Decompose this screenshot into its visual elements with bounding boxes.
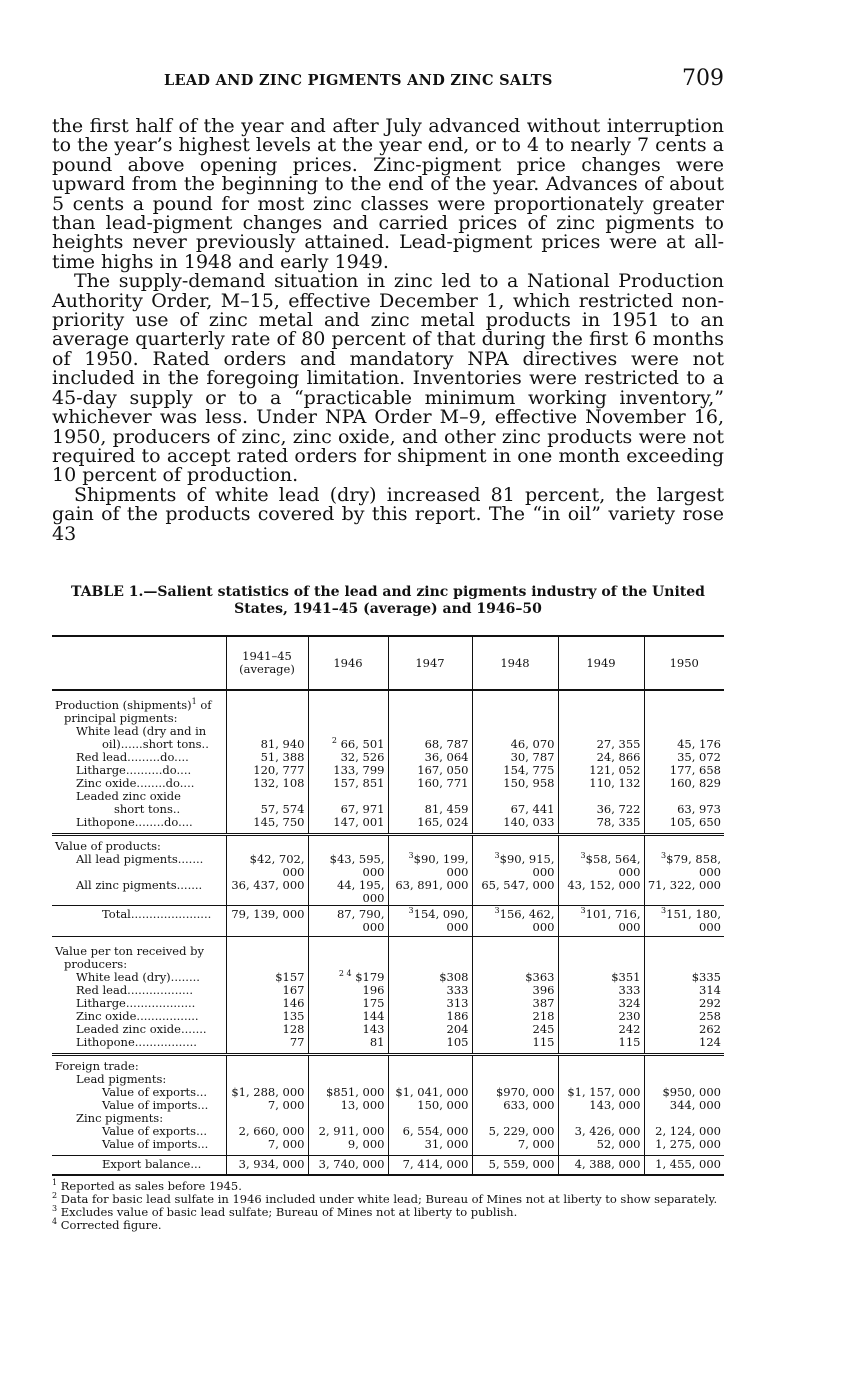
table-row: All lead pigments....... $42, 702, 000 $43, 595, 000 $^3$\$90, 199, 000 $^3$\$90, 915, 000 $^3$\$58, 564, 000 $^3$\$79, 858, 000 [52,853,724,879]
section-heading-row [52,1055,724,1074]
running-header [52,66,724,98]
section-heading-row [52,835,724,854]
section-heading-row [52,937,724,959]
col-header-1948: 1948 [472,636,558,690]
paragraph-1: the first half of the year and after July advanced without interruption to the year’s highest levels at the year end, or to 4 to nearly 7 cents a pound above opening prices. Zinc-pigment price changes were upward from the beginning to the end of the year. Advances of about 5 cents a pound for most zinc classes were proportionately greater than lead-pigment changes and carried prices of zinc pigments to heights never previously attained. Lead-pigment prices were at all-time highs in 1948 and early 1949. [52,115,725,273]
footnote-3: $^3$ Excludes value of basic lead sulfate; Bureau of Mines not at liberty to publish. [52,1204,518,1219]
col-header-1946: 1946 [308,636,388,690]
footnote-2: $^2$ Data for basic lead sulfate in 1946 included under white lead; Bureau of Mines not at liberty to show separately. [52,1191,718,1206]
table-row: Zinc oxide........do.... 132, 108 157, 851 160, 771 150, 958 110, 132 160, 829 [52,777,724,790]
section-subheading-row: Leaded zinc oxide [52,790,724,803]
table-row: Value of imports... 7, 000 13, 000 150, 000 633, 000 143, 000 344, 000 [52,1099,724,1112]
table-row: Litharge................... 146 175 313 387 324 292 [52,997,724,1010]
total-row: Total...................... 79, 139, 000 87, 790, 000 $^3$154, 090, 000 $^3$156, 462, 000 $^3$101, 716, 000 $^3$151, 180, 000 [52,906,724,937]
table-row: Zinc oxide................. 135 144 186 218 230 258 [52,1010,724,1023]
body-text [52,117,724,544]
table-row: Litharge..........do.... 120, 777 133, 799 167, 050 154, 775 121, 052 177, 658 [52,764,724,777]
production-heading: Production (shipments)$^1$ of [55,697,212,712]
table-row: White lead (dry)........ $157 $^{2 4}$ $179 $308 $363 $351 $335 [52,971,724,984]
trade-heading: Foreign trade: [52,1055,226,1074]
table-row: Value of imports... 7, 000 9, 000 31, 000 7, 000 52, 000 1, 275, 000 [52,1138,724,1156]
table-header-row [52,636,724,690]
table-caption-line-2: States, 1941–45 (average) and 1946–50 [234,601,542,617]
table-row: Lithopone................. 77 81 105 115 115 124 [52,1036,724,1055]
footnotes [52,1180,724,1232]
footnote-4: $^4$ Corrected figure. [52,1217,162,1232]
per-ton-heading: Value per ton received by [55,944,204,958]
section-subheading-row: Zinc pigments: [52,1112,724,1125]
white-lead-label: White lead (dry and in [76,724,207,738]
paragraph-3: Shipments of white lead (dry) increased 81 percent, the largest gain of the products covered by this report. The “in oil” variety rose 43 [52,483,724,545]
table-caption-line-1: TABLE 1.—Salient statistics of the lead and zinc pigments industry of the United [71,584,705,600]
table-row: oil)......short tons.. 81, 940 $^2$ 66, 501 68, 787 46, 070 27, 355 45, 176 [52,738,724,751]
footnote-1: $^1$ Reported as sales before 1945. [52,1178,242,1193]
production-subheading: principal pigments: [64,711,178,725]
section-heading-row [52,690,724,712]
table-row: short tons.. 57, 574 67, 971 81, 459 67, 441 36, 722 63, 973 [52,803,724,816]
running-title: LEAD AND ZINC PIGMENTS AND ZINC SALTS [164,72,553,89]
col-header-1950: 1950 [644,636,724,690]
page-number: 709 [682,66,724,91]
section-subheading-row: producers: [52,958,724,971]
table-row: Value of exports... $1, 288, 000 $851, 000 $1, 041, 000 $970, 000 $1, 157, 000 $950, 000 [52,1086,724,1099]
table-row: Lithopone........do.... 145, 750 147, 001 165, 024 140, 033 78, 335 105, 650 [52,816,724,835]
table-row: Leaded zinc oxide....... 128 143 204 245 242 262 [52,1023,724,1036]
table-row: All zinc pigments....... 36, 437, 000 44, 195, 000 63, 891, 000 65, 547, 000 43, 152, 000 71, 322, 000 [52,879,724,906]
table-row: Red lead.........do.... 51, 388 32, 526 36, 064 30, 787 24, 866 35, 072 [52,751,724,764]
statistics-table [52,635,724,1176]
paragraph-2: The supply-demand situation in zinc led to a National Production Authority Order, M–15, effective December 1, which restricted non-priority use of zinc metal and zinc metal products in 1951 to an average quarterly rate of 80 percent of that during the first 6 months of 1950. Rated orders and mandatory NPA directives were not included in the foregoing limitation. Inventories were restricted to a 45-day supply or to a “practicable minimum working inventory,” whichever was less. Under NPA Order M–9, effective November 16, 1950, producers of zinc, zinc oxide, and other zinc products were not required to accept rated orders for shipment in one month exceeding 10 percent of production. [52,270,724,487]
section-subheading-row: Lead pigments: [52,1073,724,1086]
export-balance-row: Export balance... 3, 934, 000 3, 740, 000 7, 414, 000 5, 559, 000 4, 388, 000 1, 455, 000 [52,1156,724,1176]
table-row: Value of exports... 2, 660, 000 2, 911, 000 6, 554, 000 5, 229, 000 3, 426, 000 2, 124, 000 [52,1125,724,1138]
value-heading: Value of products: [52,835,226,854]
table-row: Red lead.................. 167 196 333 396 333 314 [52,984,724,997]
table-caption [52,584,724,618]
col-header-1947: 1947 [388,636,472,690]
stub-header [52,636,226,690]
col-header-1949: 1949 [558,636,644,690]
col-header-1941-45: 1941–45 (average) [226,636,308,690]
